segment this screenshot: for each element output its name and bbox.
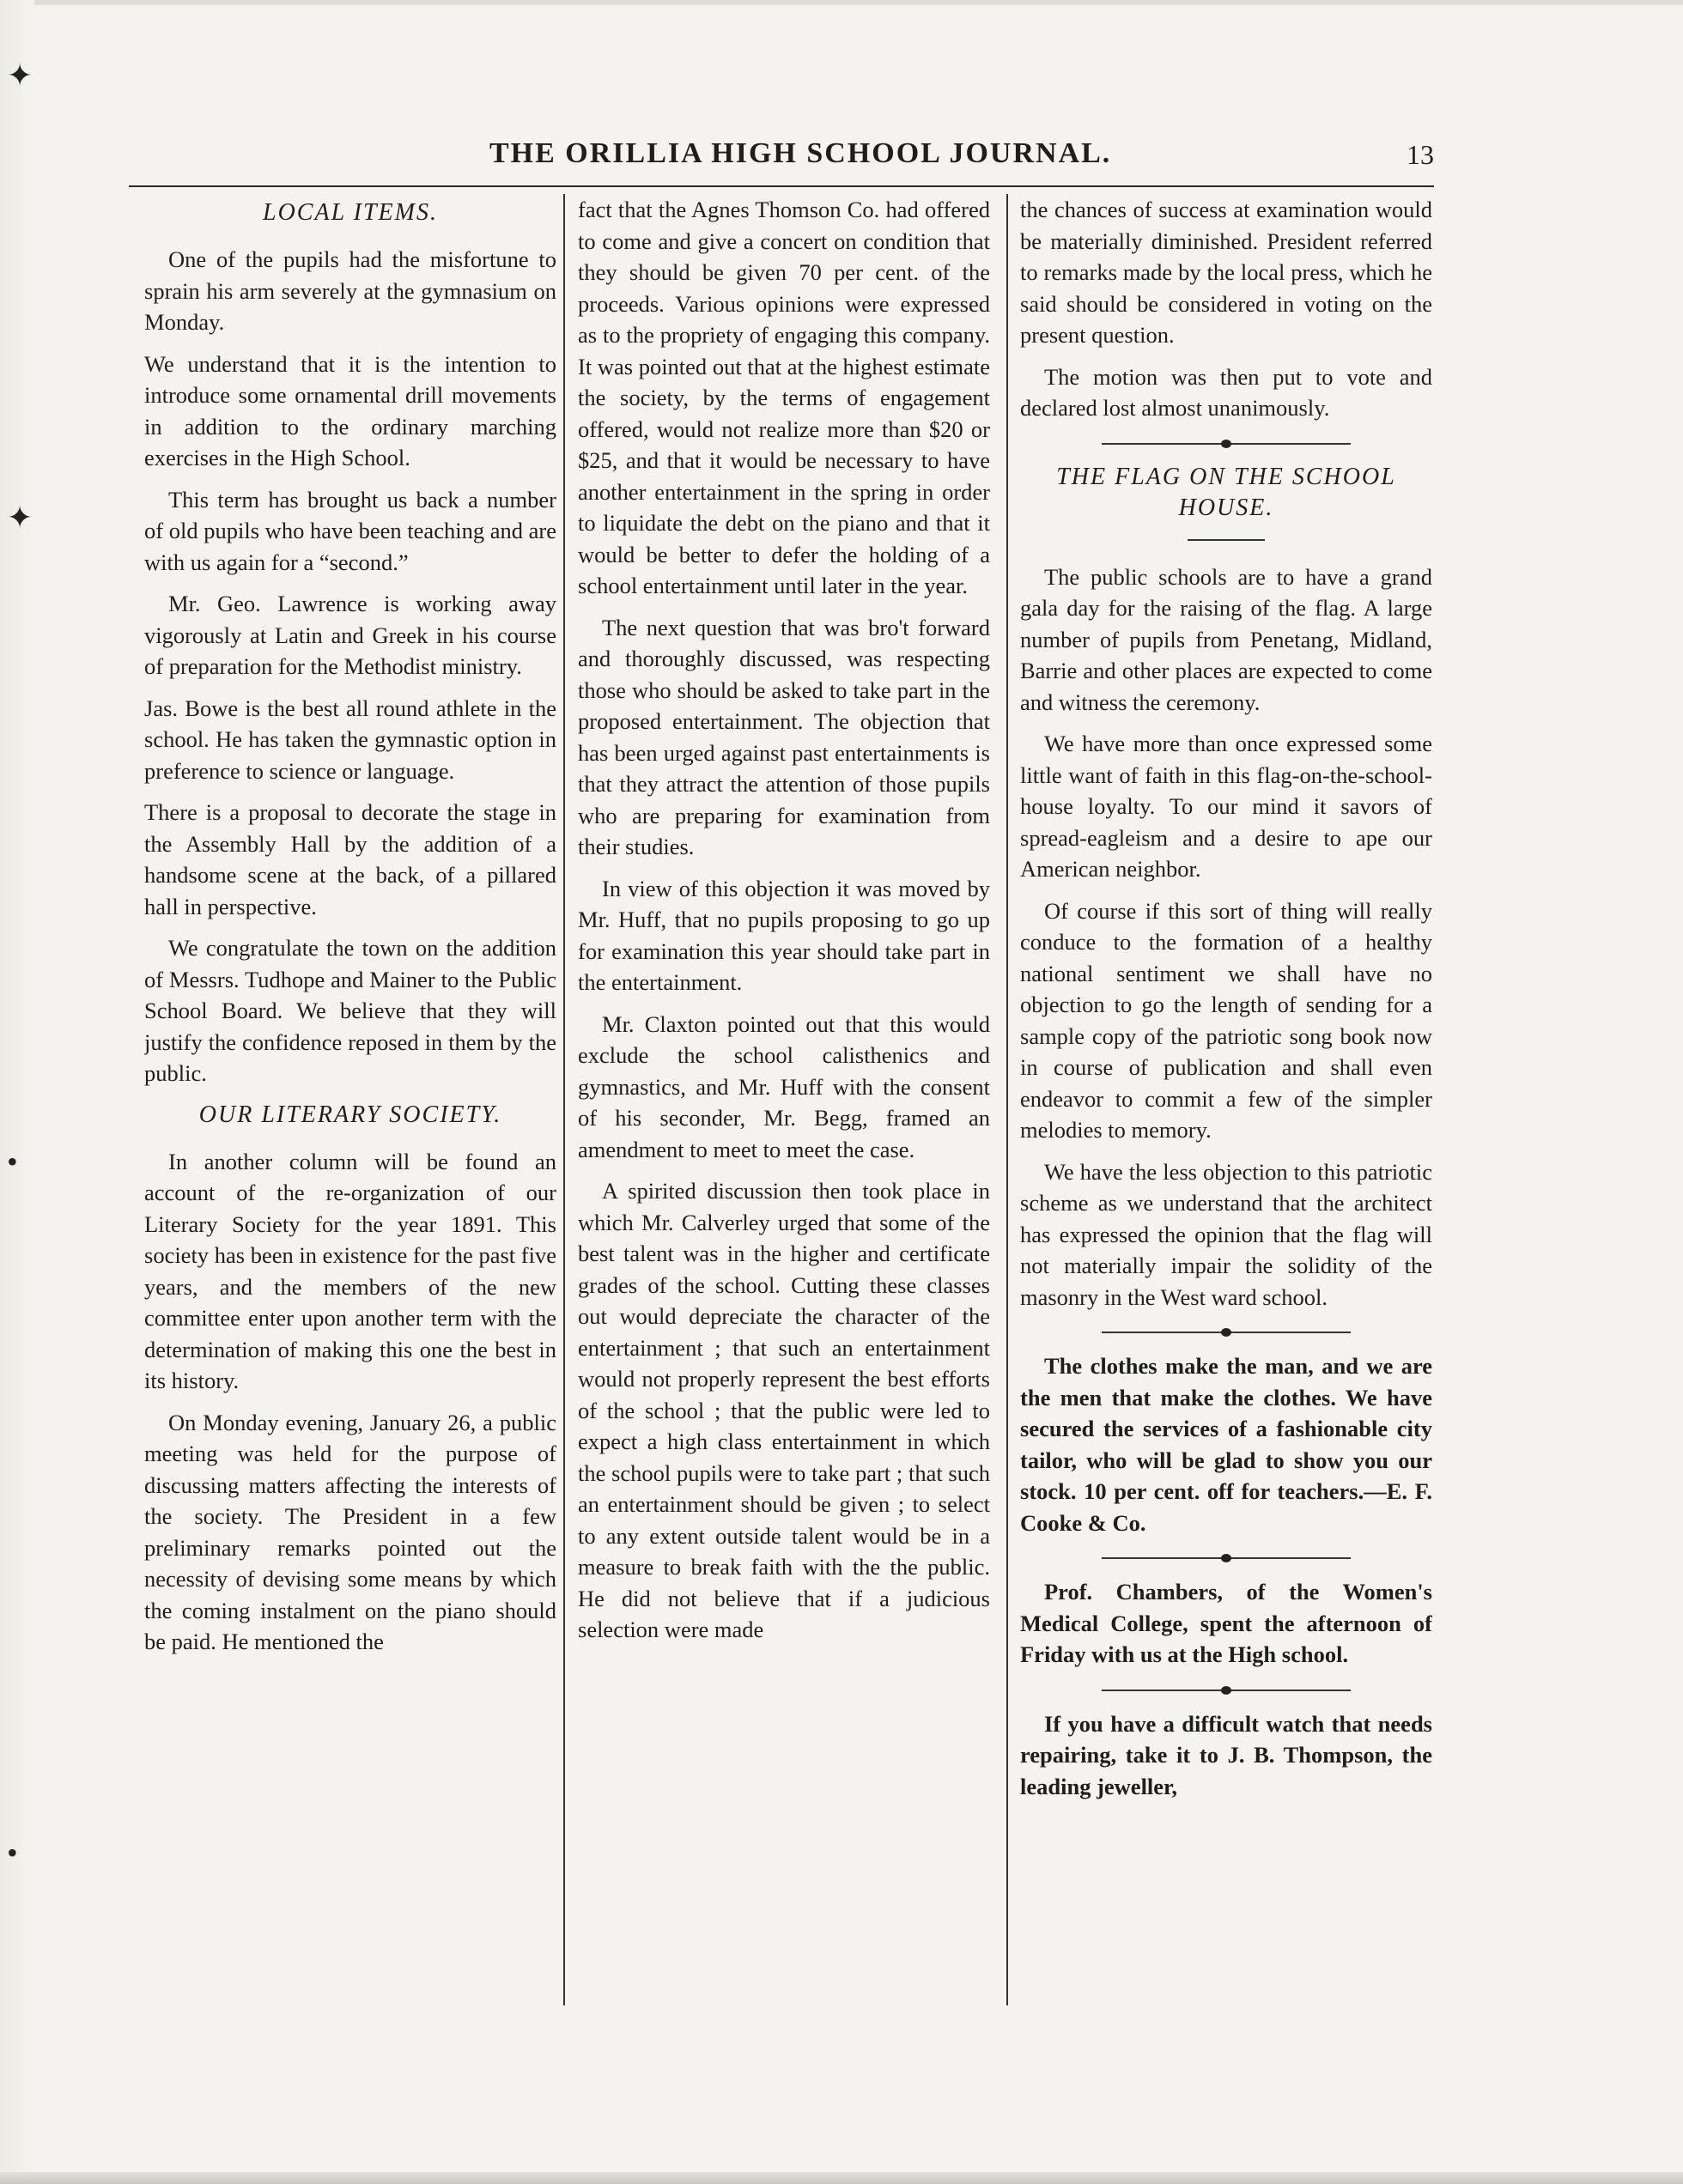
paragraph: One of the pupils had the misfortune to sprain his arm severely at the gymnasium on Monday. [144,246,556,335]
paragraph: Mr. Geo. Lawrence is working away vigorously at Latin and Greek in his course of preparation for the Methodist ministry. [144,591,556,679]
column-divider [1006,194,1008,2005]
column-1 [144,194,556,1988]
column-2 [578,194,990,1988]
margin-mark: ✦ [7,58,33,93]
paragraph: We have more than once expressed some little want of faith in this flag-on-the-school-house loyalty. To our mind it savors of spread-eagleism and a desire to ape our American neighbor. [1020,731,1432,882]
paragraph: This term has brought us back a number of old pupils who have been teaching and are with us again for a “second.” [144,486,556,575]
paragraph: The next question that was bro't forward and thoroughly discussed, was respecting those who should be asked to take part in the proposed entertainment. The objection that has been urged against past entertainments is that they attract the attention of those pupils who are preparing for examination from their studies. [578,614,990,859]
paragraph: There is a proposal to decorate the stage in the Assembly Hall by the addition of a handsome scene at the back, of a pillared hall in perspective. [144,799,556,919]
section-heading-local-items: LOCAL ITEMS. [263,199,438,226]
notice-prof-chambers: Prof. Chambers, of the Women's Medical College, spent the afternoon of Friday with us at the High school. [1020,1579,1432,1667]
column-divider [563,194,565,2005]
paragraph: Of course if this sort of thing will really conduce to the formation of a healthy national sentiment we shall have no objection to go the length of sending for a sample copy of the patriotic song book now in course of publication and shall even endeavor to commit a few of the simpler melodies to memory. [1020,897,1432,1143]
journal-title: THE ORILLIA HIGH SCHOOL JOURNAL. [489,137,1112,169]
heading-underline [1188,539,1265,541]
page-bottom-edge [0,2172,1683,2184]
paragraph: On Monday evening, January 26, a public meeting was held for the purpose of discussing matters affecting the interests of the society. The President in a few preliminary remarks pointed out the necessity of devising some means by which the coming instalment on the piano should be paid. He mentioned the [144,1409,556,1654]
paragraph: We have the less objection to this patriotic scheme as we understand that the architect has expressed the opinion that the flag will not materially impair the solidity of the masonry in the West ward school. [1020,1158,1432,1310]
page-number: 13 [1407,139,1434,170]
ornamental-divider [1102,1557,1351,1559]
column-3 [1020,194,1432,1988]
paragraph: Mr. Claxton pointed out that this would exclude the school calisthenics and gymnastics, and Mr. Huff with the consent of his seconder, Mr. Begg, framed an amendment to meet to meet the case. [578,1010,990,1162]
paragraph: A spirited discussion then took place in which Mr. Calverley urged that some of the best talent was in the higher and certificate grades of the school. Cutting these classes out would depreciate the character of the entertainment ; that such an entertainment would not properly represent the best efforts of the school ; that the public were led to expect a high class entertainment in which the school pupils were to take part ; that such an entertainment should be given ; to select to any extent outside talent would be in a measure to break faith with the the public. He did not believe that if a judicious selection were made [578,1178,990,1642]
ornamental-divider [1102,1332,1351,1333]
header-rule [129,185,1434,187]
section-heading-literary-society: OUR LITERARY SOCIETY. [198,1101,502,1128]
margin-mark: • [7,1835,18,1870]
paragraph: the chances of success at examination would be materially diminished. President referred to remarks made by the local press, which he said should be considered in voting on the present question. [1020,197,1432,348]
paragraph: The motion was then put to vote and declared lost almost unanimously. [1020,363,1432,421]
advertisement-tailor: The clothes make the man, and we are the men that make the clothes. We have secured the services of a fashionable city tailor, who will be glad to show you our stock. 10 per cent. off for teachers.—E. F. Cooke & Co. [1020,1353,1432,1536]
advertisement-jeweller: If you have a difficult watch that needs repairing, take it to J. B. Thompson, the leading jeweller, [1020,1710,1432,1799]
paragraph: The public schools are to have a grand gala day for the raising of the flag. A large number of pupils from Penetang, Midland, Barrie and other places are expected to come and witness the ceremony. [1020,563,1432,715]
paragraph: In another column will be found an account of the re-organization of our Literary Society for the year 1891. This society has been in existence for the past five years, and the members of the new committee enter upon another term with the determination of making this one the best in its history. [144,1148,556,1393]
paragraph: We congratulate the town on the addition of Messrs. Tudhope and Mainer to the Public School Board. We believe that they will justify the confidence reposed in them by the public. [144,935,556,1086]
paragraph: We understand that it is the intention to introduce some ornamental drill movements in addition to the ordinary marching exercises in the High School. [144,350,556,470]
margin-mark: ✦ [7,500,33,535]
paragraph: In view of this objection it was moved by Mr. Huff, that no pupils proposing to go up for examination this year should take part in the entertainment. [578,875,990,995]
ornamental-divider [1102,443,1351,445]
margin-mark: • [7,1144,18,1179]
page-header [129,137,1434,184]
paragraph: fact that the Agnes Thomson Co. had offered to come and give a concert on condition that they should be given 70 per cent. of the proceeds. Various opinions were expressed as to the propriety of engaging this company. It was pointed out that at the highest estimate the society, by the terms of engagement offered, would not realize more than $20 or $25, and that it would be necessary to have another entertainment in the spring in order to liquidate the debt on the piano and that it would be better to defer the holding of a school entertainment until later in the year. [578,197,990,598]
page-top-edge [0,0,1683,5]
section-heading-flag: THE FLAG ON THE SCHOOL HOUSE. [1056,463,1396,521]
paragraph: Jas. Bowe is the best all round athlete in the school. He has taken the gymnastic option in preference to science or language. [144,695,556,784]
ornamental-divider [1102,1690,1351,1691]
